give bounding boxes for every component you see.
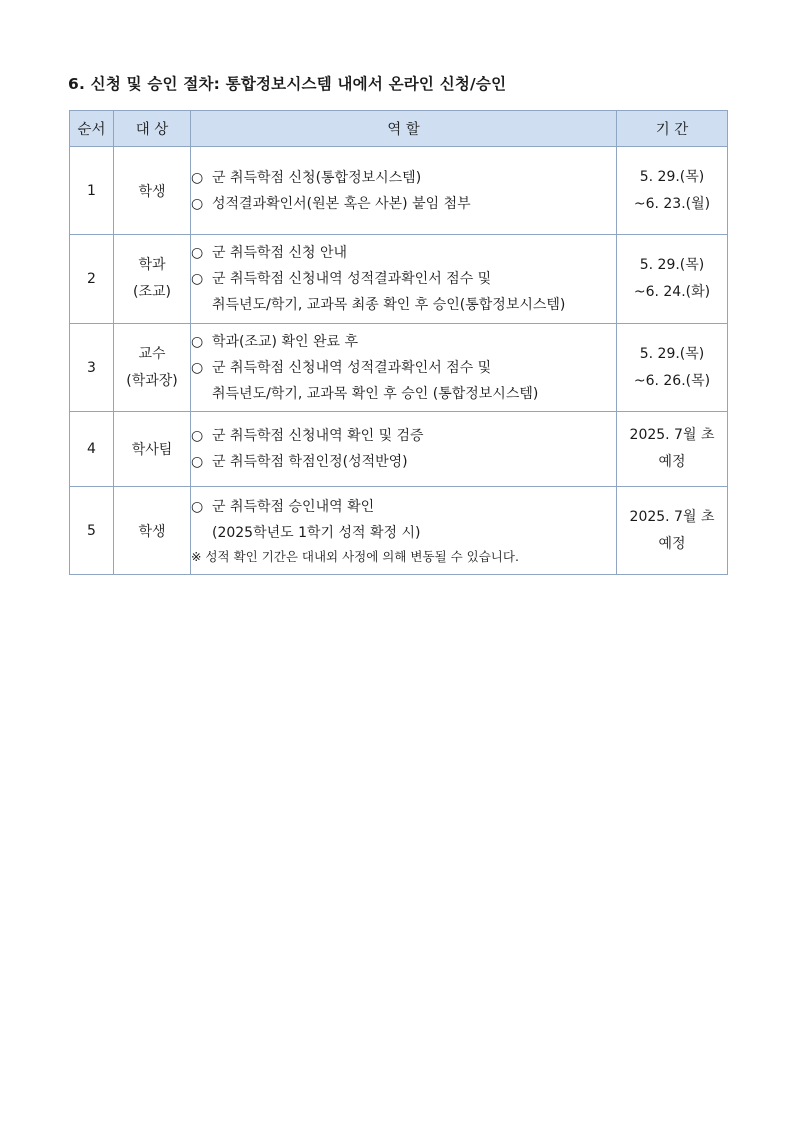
table-row: [70, 487, 728, 575]
header-order: 순서: [70, 111, 114, 147]
role-text: 군 취득학점 승인내역 확인: [212, 498, 375, 515]
circle-bullet-icon: ○: [191, 169, 204, 186]
section-heading: 6. 신청 및 승인 절차: 통합정보시스템 내에서 온라인 신청/승인: [68, 75, 507, 93]
circle-bullet-icon: ○: [191, 333, 204, 350]
role-text: 군 취득학점 신청내역 성적결과확인서 점수 및: [212, 359, 492, 376]
role-cell: [191, 147, 617, 235]
circle-bullet-icon: ○: [191, 195, 204, 212]
target-sublabel: (학과장): [126, 372, 178, 389]
role-cell: [191, 412, 617, 487]
role-line: [191, 329, 616, 355]
target-cell: [114, 147, 191, 235]
table-row: [70, 324, 728, 412]
role-text: 취득년도/학기, 교과목 최종 확인 후 승인(통합정보시스템): [212, 297, 566, 313]
role-line: [191, 191, 616, 217]
order-cell: 1: [70, 147, 114, 235]
role-text: 군 취득학점 신청내역 성적결과확인서 점수 및: [212, 271, 492, 287]
target-cell: [114, 235, 191, 324]
order-cell: 2: [70, 235, 114, 324]
role-line-continued: [191, 520, 616, 546]
period-end: 예정: [658, 454, 686, 470]
role-text: 성적결과확인서(원본 혹은 사본) 붙임 첨부: [212, 195, 471, 212]
role-text: 군 취득학점 신청(통합정보시스템): [212, 169, 422, 186]
period-start: 2025. 7월 초: [629, 508, 715, 525]
period-cell: [617, 147, 728, 235]
role-line: [191, 266, 616, 292]
role-note: ※ 성적 확인 기간은 대내외 사정에 의해 변동될 수 있습니다.: [191, 548, 519, 564]
table-row: [70, 235, 728, 324]
period-cell: [617, 487, 728, 575]
role-cell: [191, 324, 617, 412]
header-role: 역 할: [191, 111, 617, 147]
procedure-table: [69, 110, 728, 575]
role-line: [191, 423, 616, 449]
role-line: [191, 355, 616, 381]
table-row: [70, 147, 728, 235]
target-label: 교수: [138, 345, 166, 362]
target-label: 학생: [138, 523, 166, 540]
role-line: [191, 165, 616, 191]
period-end: ~6. 24.(화): [633, 284, 711, 300]
role-cell: [191, 235, 617, 324]
target-label: 학과: [138, 257, 166, 273]
order-cell: 3: [70, 324, 114, 412]
role-text: 군 취득학점 학점인정(성적반영): [212, 454, 408, 470]
order-cell: 5: [70, 487, 114, 575]
period-start: 5. 29.(목): [639, 257, 705, 273]
target-cell: [114, 412, 191, 487]
role-text: 군 취득학점 신청내역 확인 및 검증: [212, 428, 424, 444]
period-cell: [617, 412, 728, 487]
role-line-continued: [191, 381, 616, 407]
role-line-continued: [191, 292, 616, 318]
circle-bullet-icon: ○: [191, 359, 204, 376]
role-text: 취득년도/학기, 교과목 확인 후 승인 (통합정보시스템): [212, 385, 539, 402]
period-start: 2025. 7월 초: [629, 427, 715, 443]
circle-bullet-icon: ○: [191, 271, 204, 287]
circle-bullet-icon: ○: [191, 245, 204, 261]
target-label: 학사팀: [131, 442, 173, 458]
period-start: 5. 29.(목): [639, 345, 705, 362]
period-end: ~6. 26.(목): [633, 372, 711, 389]
role-text: 학과(조교) 확인 완료 후: [212, 333, 358, 350]
table-header-row: [70, 111, 728, 147]
order-cell: 4: [70, 412, 114, 487]
header-period: 기 간: [617, 111, 728, 147]
period-end: 예정: [658, 535, 686, 552]
target-cell: [114, 324, 191, 412]
circle-bullet-icon: ○: [191, 454, 204, 470]
header-target: 대 상: [114, 111, 191, 147]
period-cell: [617, 324, 728, 412]
target-cell: [114, 487, 191, 575]
role-line: [191, 494, 616, 520]
table-row: [70, 412, 728, 487]
target-sublabel: (조교): [133, 284, 171, 300]
role-text: (2025학년도 1학기 성적 확정 시): [212, 524, 421, 541]
period-end: ~6. 23.(월): [633, 195, 711, 212]
target-label: 학생: [138, 183, 166, 200]
role-line: [191, 240, 616, 266]
circle-bullet-icon: ○: [191, 428, 204, 444]
period-start: 5. 29.(목): [639, 168, 705, 185]
role-text: 군 취득학점 신청 안내: [212, 245, 348, 261]
role-cell: [191, 487, 617, 575]
period-cell: [617, 235, 728, 324]
circle-bullet-icon: ○: [191, 498, 204, 515]
role-line: [191, 449, 616, 475]
